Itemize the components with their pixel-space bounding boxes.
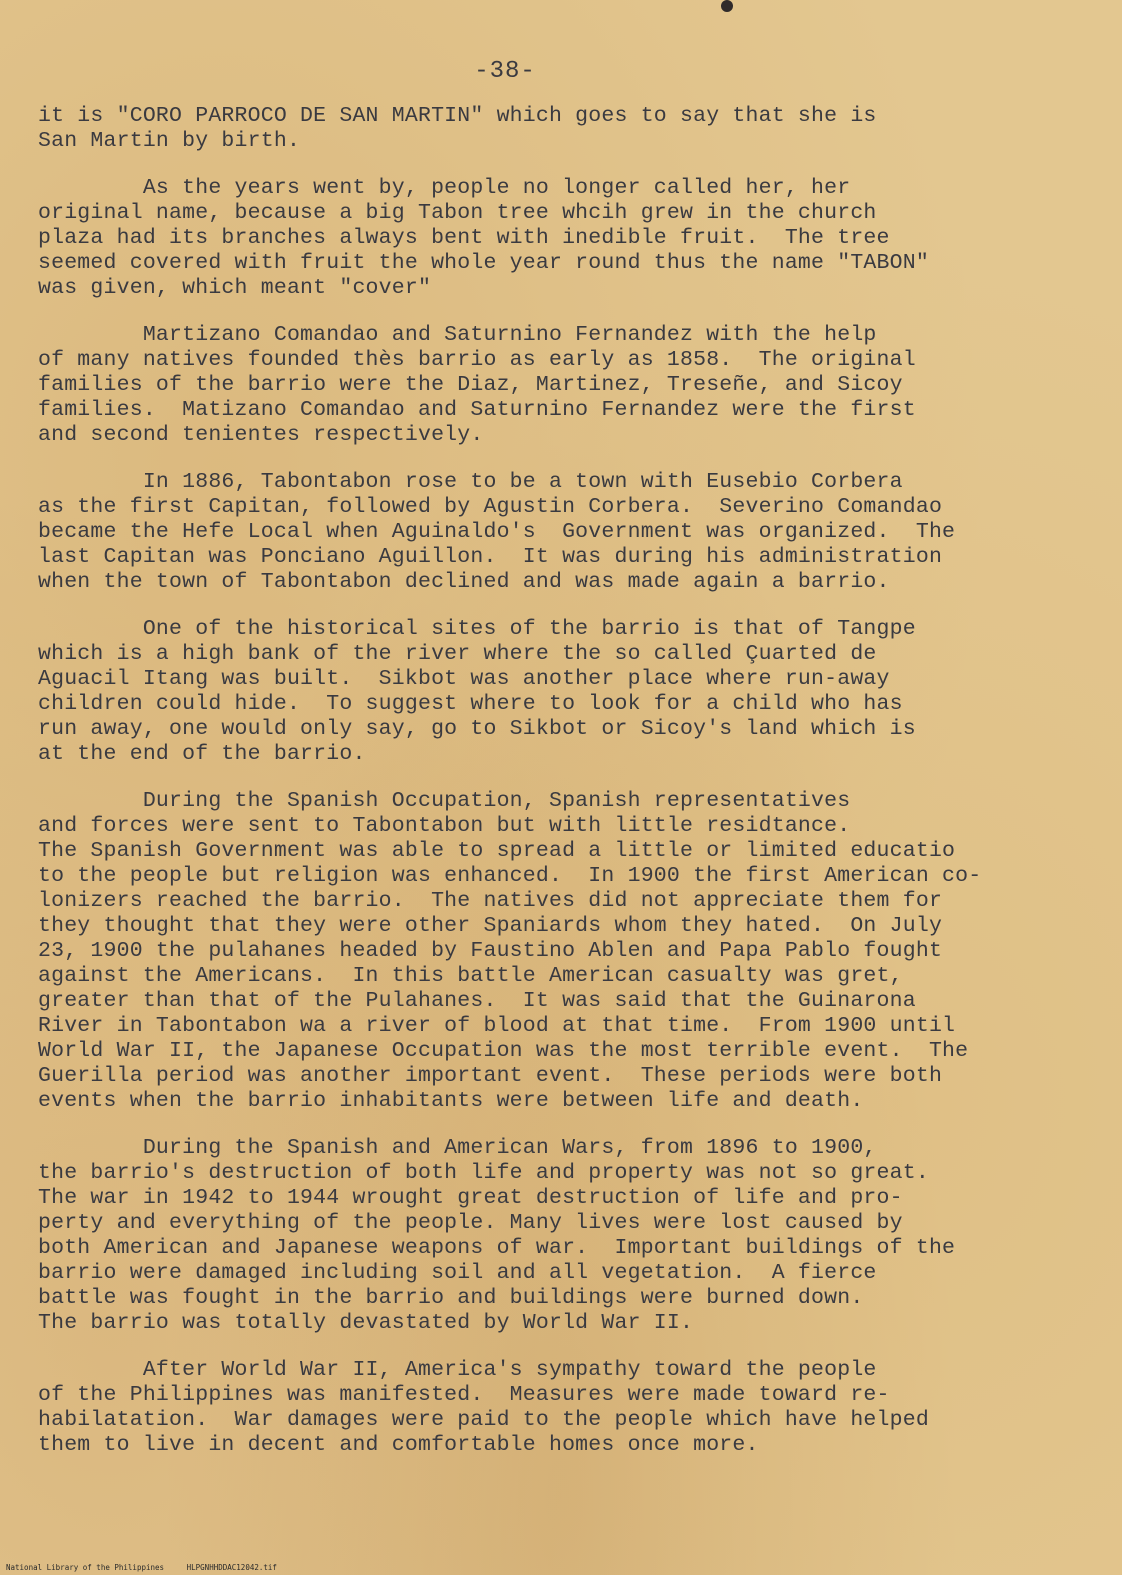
paragraph: [38, 470, 1108, 595]
text-line: they thought that they were other Spaniards whom they hated. On July: [38, 914, 943, 938]
text-line: of the Philippines was manifested. Measures were made toward re-: [38, 1383, 890, 1407]
text-line: During the Spanish Occupation, Spanish representatives: [38, 789, 851, 813]
paragraph: [38, 1136, 1108, 1336]
ink-blot: [721, 0, 733, 12]
text-line: as the first Capitan, followed by Agustin Corbera. Severino Comandao: [38, 495, 943, 519]
text-line: plaza had its branches always bent with inedible fruit. The tree: [38, 226, 890, 250]
paragraph: [38, 176, 1108, 301]
paragraph: [38, 1358, 1108, 1458]
text-line: lonizers reached the barrio. The natives did not appreciate them for: [38, 889, 943, 913]
text-line: During the Spanish and American Wars, from 1896 to 1900,: [38, 1136, 877, 1160]
text-line: was given, which meant "cover": [38, 276, 432, 300]
text-line: The barrio was totally devastated by World War II.: [38, 1311, 694, 1335]
text-line: became the Hefe Local when Aguinaldo's Government was organized. The: [38, 520, 956, 544]
text-line: The Spanish Government was able to spread a little or limited educatio: [38, 839, 956, 863]
text-line: In 1886, Tabontabon rose to be a town with Eusebio Corbera: [38, 470, 903, 494]
page-number: -38-: [474, 58, 536, 85]
paragraph: [38, 323, 1108, 448]
text-line: and forces were sent to Tabontabon but with little residtance.: [38, 814, 851, 838]
text-line: them to live in decent and comfortable homes once more.: [38, 1433, 759, 1457]
text-line: After World War II, America's sympathy toward the people: [38, 1358, 877, 1382]
text-line: barrio were damaged including soil and all vegetation. A fierce: [38, 1261, 877, 1285]
text-line: both American and Japanese weapons of war. Important buildings of the: [38, 1236, 956, 1260]
text-line: families of the barrio were the Diaz, Martinez, Treseñe, and Sicoy: [38, 373, 903, 397]
text-line: One of the historical sites of the barrio is that of Tangpe: [38, 617, 916, 641]
text-line: and second tenientes respectively.: [38, 423, 484, 447]
text-line: battle was fought in the barrio and buildings were burned down.: [38, 1286, 864, 1310]
paragraph: [38, 789, 1108, 1114]
text-line: San Martin by birth.: [38, 129, 301, 153]
text-line: families. Matizano Comandao and Saturnino Fernandez were the first: [38, 398, 916, 422]
text-line: Aguacil Itang was built. Sikbot was another place where run-away: [38, 667, 890, 691]
text-line: 23, 1900 the pulahanes headed by Faustino Ablen and Papa Pablo fought: [38, 939, 943, 963]
paragraph: [38, 617, 1108, 767]
text-line: children could hide. To suggest where to look for a child who has: [38, 692, 903, 716]
text-line: As the years went by, people no longer called her, her: [38, 176, 851, 200]
text-line: Martizano Comandao and Saturnino Fernandez with the help: [38, 323, 877, 347]
text-line: perty and everything of the people. Many lives were lost caused by: [38, 1211, 903, 1235]
document-body: [38, 104, 1108, 1480]
text-line: when the town of Tabontabon declined and was made again a barrio.: [38, 570, 890, 594]
text-line: seemed covered with fruit the whole year round thus the name "TABON": [38, 251, 929, 275]
text-line: World War II, the Japanese Occupation was the most terrible event. The: [38, 1039, 969, 1063]
text-line: greater than that of the Pulahanes. It was said that the Guinarona: [38, 989, 916, 1013]
text-line: of many natives founded thès barrio as early as 1858. The original: [38, 348, 916, 372]
paragraph: [38, 104, 1108, 154]
footer-caption: National Library of the Philippines HLPGNHHDDAC12042.tif: [6, 1563, 277, 1572]
text-line: against the Americans. In this battle American casualty was gret,: [38, 964, 903, 988]
text-line: run away, one would only say, go to Sikbot or Sicoy's land which is: [38, 717, 916, 741]
text-line: Guerilla period was another important event. These periods were both: [38, 1064, 943, 1088]
text-line: it is "CORO PARROCO DE SAN MARTIN" which goes to say that she is: [38, 104, 877, 128]
text-line: the barrio's destruction of both life and property was not so great.: [38, 1161, 929, 1185]
text-line: at the end of the barrio.: [38, 742, 366, 766]
text-line: The war in 1942 to 1944 wrought great destruction of life and pro-: [38, 1186, 903, 1210]
text-line: events when the barrio inhabitants were between life and death.: [38, 1089, 864, 1113]
text-line: to the people but religion was enhanced. In 1900 the first American co-: [38, 864, 982, 888]
text-line: habilatation. War damages were paid to the people which have helped: [38, 1408, 929, 1432]
text-line: last Capitan was Ponciano Aguillon. It was during his administration: [38, 545, 943, 569]
text-line: which is a high bank of the river where the so called Çuarted de: [38, 642, 877, 666]
text-line: original name, because a big Tabon tree whcih grew in the church: [38, 201, 877, 225]
text-line: River in Tabontabon wa a river of blood at that time. From 1900 until: [38, 1014, 956, 1038]
